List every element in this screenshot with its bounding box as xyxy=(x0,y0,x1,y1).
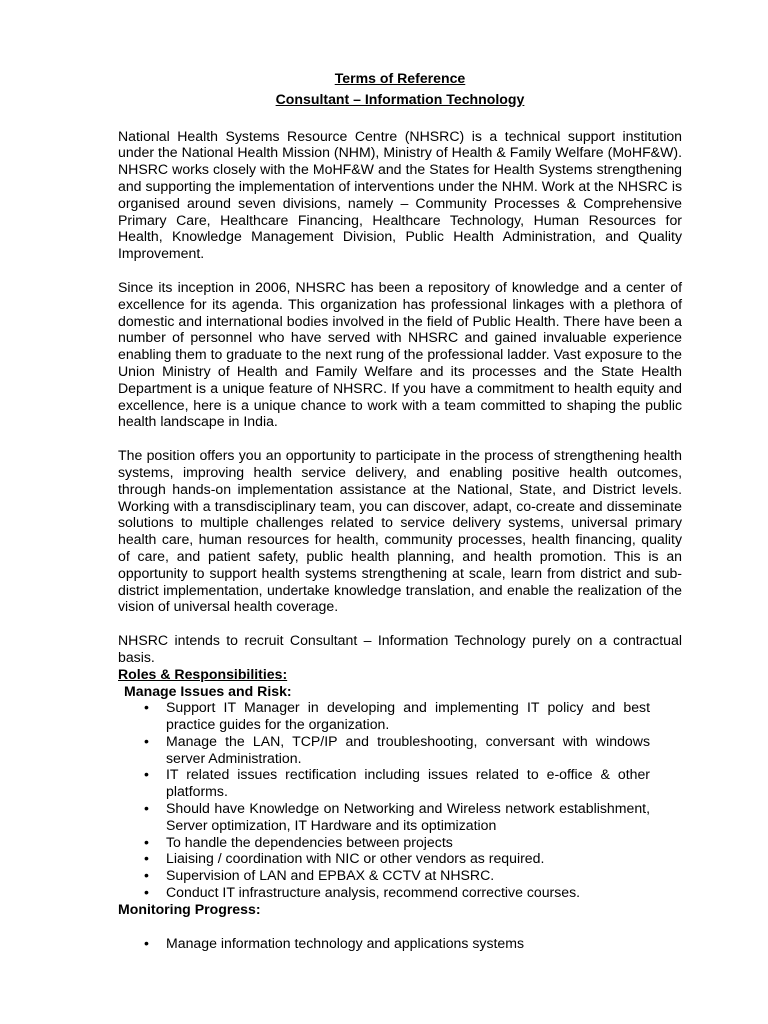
intro-paragraph: National Health Systems Resource Centre (NHSRC) is a technical support institution under the National Health Mission (NHM), Ministry of Health & Family Welfare (MoHF&W). NHSRC works closely with the MoHF&W and the States for Health Systems strengthening and supporting the implementation of interventions under the NHM. Work at the NHSRC is organised around seven divisions, namely – Community Processes & Comprehensive Primary Care, Healthcare Financing, Healthcare Technology, Human Resources for Health, Knowledge Management Division, Public Health Administration, and Quality Improvement. xyxy=(118,127,682,262)
bullet-icon: • xyxy=(144,850,149,867)
list-item xyxy=(118,766,682,800)
manage-issues-list xyxy=(118,699,682,901)
bullet-icon: • xyxy=(144,934,149,951)
bullet-icon: • xyxy=(144,867,149,884)
bullet-icon: • xyxy=(144,699,149,716)
list-item-text: IT related issues rectification including issues related to e-office & other platforms. xyxy=(166,766,650,800)
position-paragraph: The position offers you an opportunity to participate in the process of strengthening health systems, improving health service delivery, and enabling positive health outcomes, through hands-on implementation assistance at the National, State, and District levels. Working with a transdisciplinary team, you can discover, adapt, co-create and disseminate solutions to multiple challenges related to service delivery systems, universal primary health care, human resources for health, community processes, health financing, quality of care, and patient safety, public health planning, and health promotion. This is an opportunity to support health systems strengthening at scale, learn from district and sub-district implementation, undertake knowledge translation, and enable the realization of the vision of universal health coverage. xyxy=(118,447,682,615)
document-page xyxy=(118,70,682,951)
list-item-text: Should have Knowledge on Networking and Wireless network establishment, Server optimization, IT Hardware and its optimization xyxy=(166,800,650,833)
bullet-icon: • xyxy=(144,732,149,749)
monitoring-heading: Monitoring Progress: xyxy=(118,900,261,917)
list-item xyxy=(118,834,682,851)
list-item-text: To handle the dependencies between projects xyxy=(166,833,453,850)
list-item xyxy=(118,800,682,834)
list-item-text: Conduct IT infrastructure analysis, recommend corrective courses. xyxy=(166,884,581,901)
history-paragraph: Since its inception in 2006, NHSRC has been a repository of knowledge and a center of excellence for its agenda. This organization has professional linkages with a plethora of domestic and international bodies involved in the field of Public Health. There have been a number of personnel who have served with NHSRC and gained invaluable experience enabling them to graduate to the next rung of the professional ladder. Vast exposure to the Union Ministry of Health and Family Welfare and its processes and the State Health Department is a unique feature of NHSRC. If you have a commitment to health equity and excellence, here is a unique chance to work with a team committed to shaping the public health landscape in India. xyxy=(118,278,682,430)
list-item xyxy=(118,867,682,884)
list-item xyxy=(118,935,682,952)
bullet-icon: • xyxy=(144,800,149,817)
list-item xyxy=(118,884,682,901)
list-item xyxy=(118,699,682,733)
list-item-text: Manage the LAN, TCP/IP and troubleshooting, conversant with windows server Administration. xyxy=(166,732,650,766)
list-item-text: Manage information technology and applications systems xyxy=(166,934,525,951)
list-item xyxy=(118,733,682,767)
list-item-text: Support IT Manager in developing and implementing IT policy and best practice guides for the organization. xyxy=(166,699,650,733)
list-item xyxy=(118,850,682,867)
list-item-text: Supervision of LAN and EPBAX & CCTV at NHSRC. xyxy=(166,867,495,884)
manage-issues-heading: Manage Issues and Risk: xyxy=(124,682,292,699)
monitoring-list xyxy=(118,935,682,952)
document-title: Terms of Reference xyxy=(334,70,466,86)
recruitment-paragraph: NHSRC intends to recruit Consultant – Information Technology purely on a contractual basis. xyxy=(118,632,682,665)
bullet-icon: • xyxy=(144,766,149,783)
bullet-icon: • xyxy=(144,833,149,850)
roles-heading: Roles & Responsibilities: xyxy=(118,665,288,682)
document-subtitle: Consultant – Information Technology xyxy=(275,90,525,107)
bullet-icon: • xyxy=(144,884,149,901)
list-item-text: Liaising / coordination with NIC or other vendors as required. xyxy=(166,850,545,867)
